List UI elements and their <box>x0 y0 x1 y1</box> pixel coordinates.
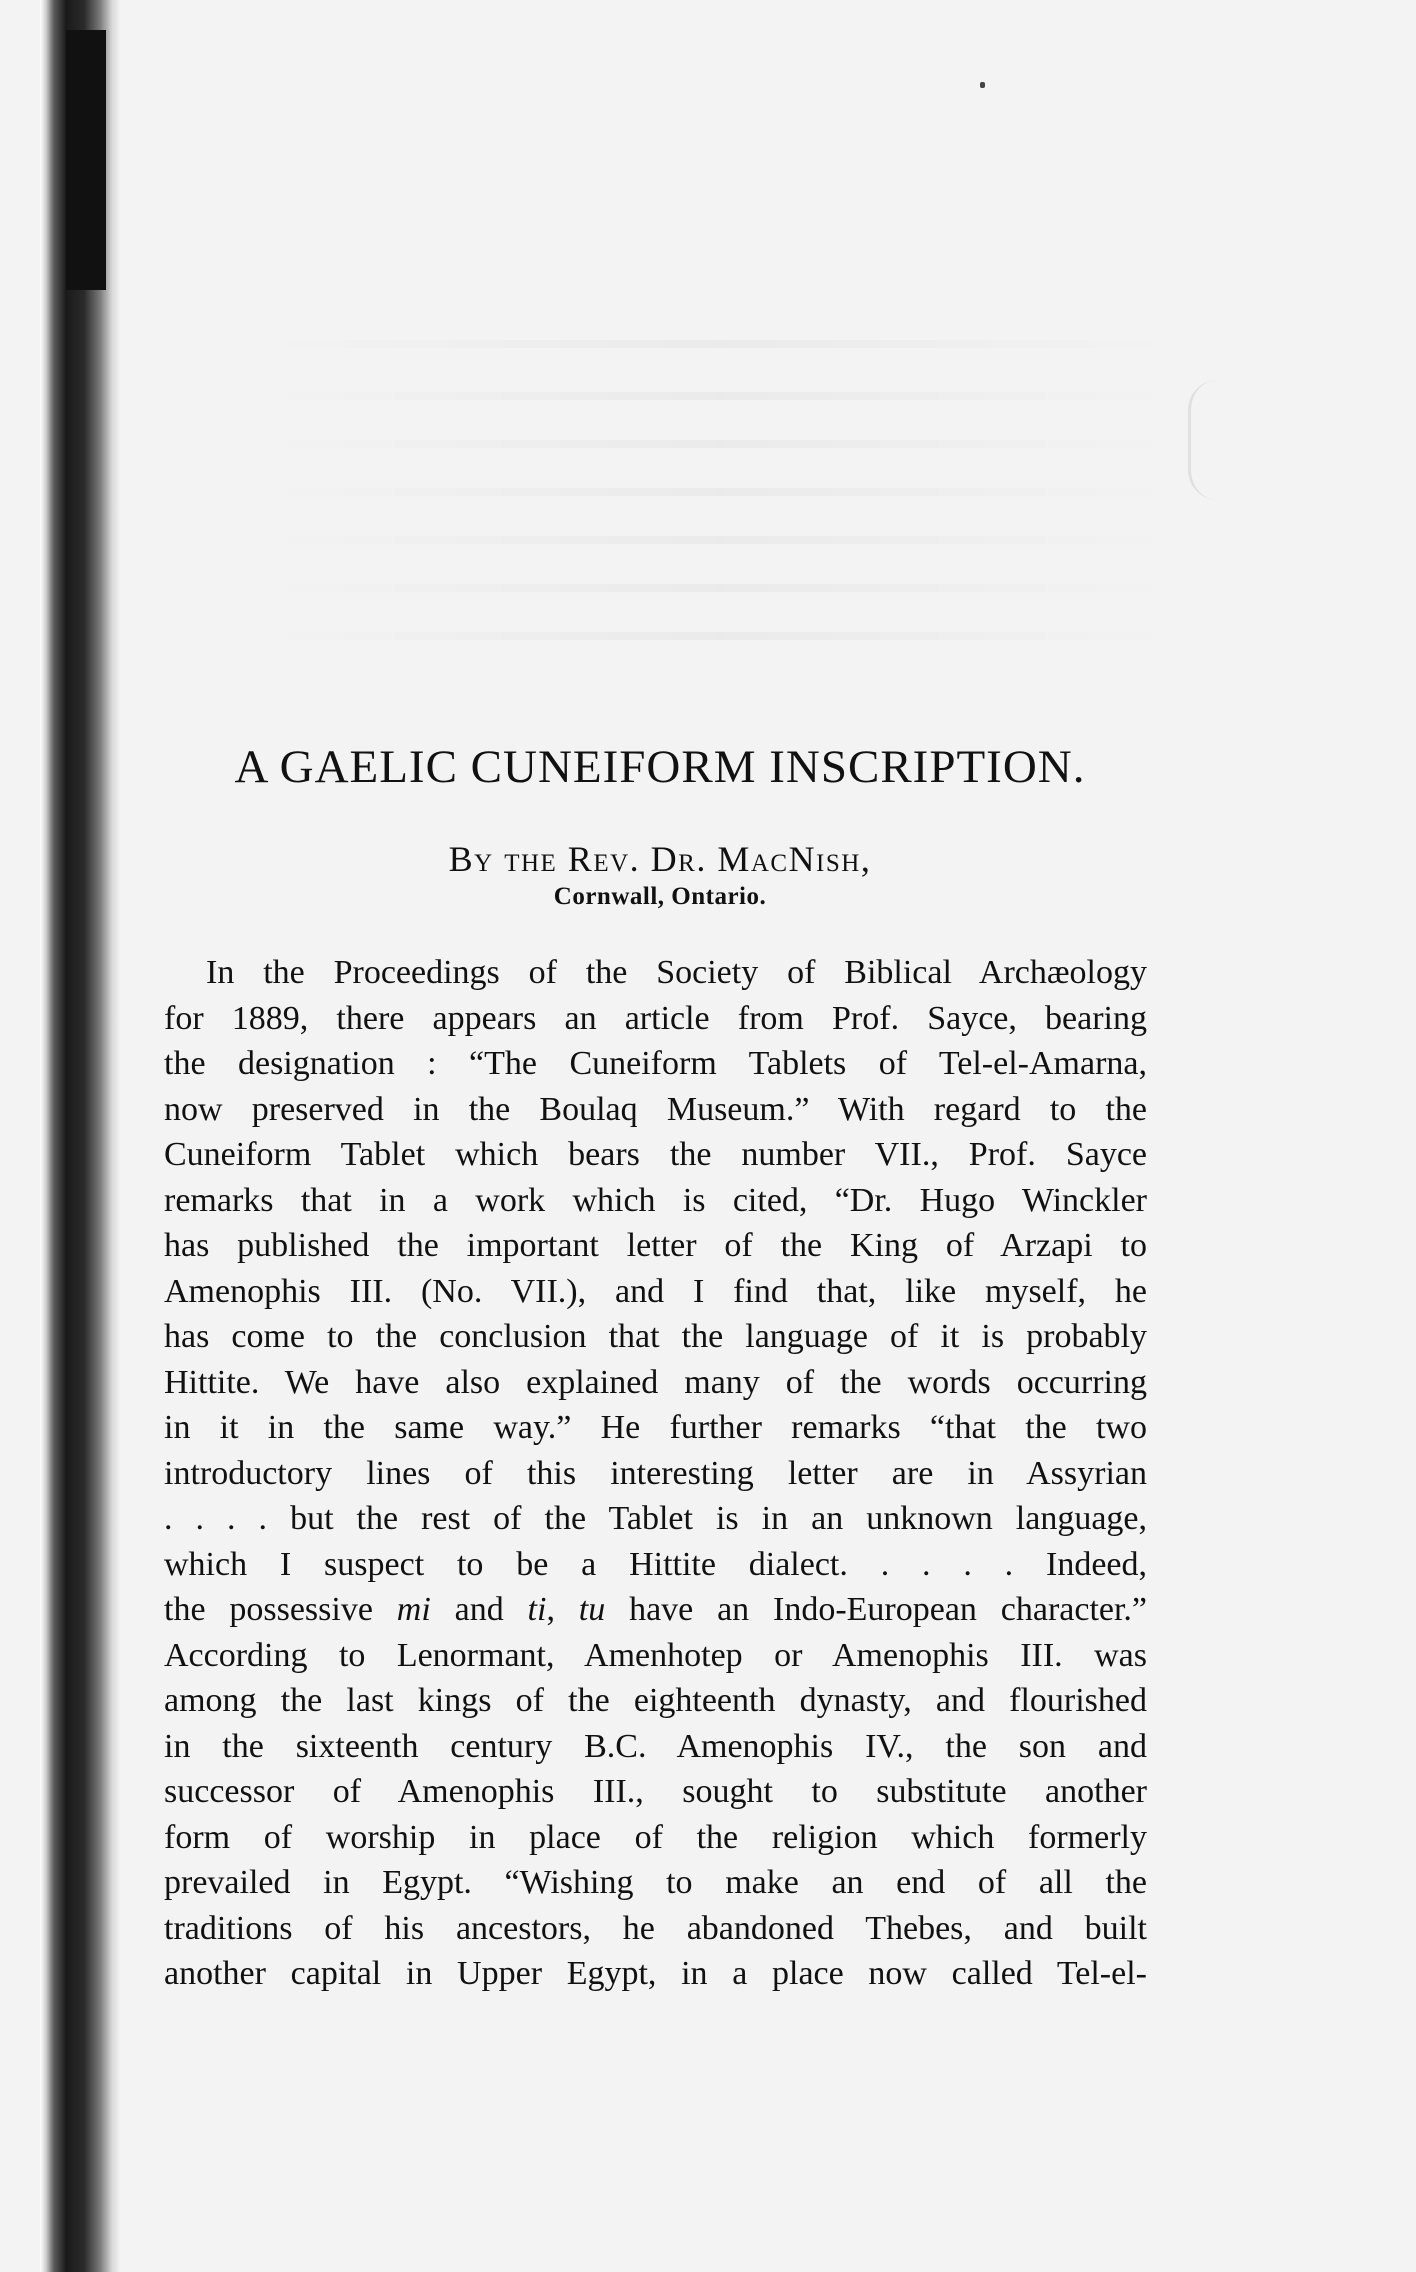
body-line: has come to the conclusion that the language of it is probably <box>164 1318 1147 1355</box>
body-line: form of worship in place of the religion which formerly <box>164 1818 1147 1856</box>
body-line: in the sixteenth century B.C. Amenophis IV., the son and <box>164 1727 1147 1765</box>
bleed-through-line <box>260 440 1180 448</box>
bleed-through-line <box>260 340 1180 348</box>
body-line: now preserved in the Boulaq Museum.” With regard to the <box>164 1090 1147 1128</box>
book-spine-dark-edge <box>66 30 106 290</box>
body-line: for 1889, there appears an article from Prof. Sayce, bearing <box>164 999 1147 1037</box>
body-line: In the Proceedings of the Society of Biblical Archæology <box>206 954 1147 991</box>
body-line: which I suspect to be a Hittite dialect. . . . . Indeed, <box>164 1545 1147 1583</box>
article-title: A GAELIC CUNEIFORM INSCRIPTION. <box>234 741 1086 793</box>
body-line: According to Lenormant, Amenhotep or Amenophis III. was <box>164 1636 1147 1674</box>
bleed-through-line <box>260 632 1180 640</box>
body-line: the possessive mi and ti, tu have an Indo-European character.” <box>164 1591 1148 1628</box>
body-line: introductory lines of this interesting letter are in Assyrian <box>164 1454 1147 1492</box>
author-location: Cornwall, Ontario. <box>553 883 767 910</box>
body-line: . . . . but the rest of the Tablet is in an unknown language, <box>164 1500 1147 1537</box>
speck <box>980 82 985 88</box>
body-line: in it in the same way.” He further remarks “that the two <box>164 1409 1147 1446</box>
body-line: Hittite. We have also explained many of the words occurring <box>164 1363 1147 1401</box>
body-line: Cuneiform Tablet which bears the number VII., Prof. Sayce <box>164 1136 1147 1173</box>
page-bleed-mark <box>1188 380 1221 500</box>
bleed-through-line <box>260 536 1180 544</box>
body-line: successor of Amenophis III., sought to substitute another <box>164 1773 1147 1810</box>
bleed-through-line <box>260 488 1180 496</box>
author-byline: By the Rev. Dr. MacNish, <box>448 839 872 879</box>
bleed-through-line <box>260 584 1180 592</box>
body-line: prevailed in Egypt. “Wishing to make an end of all the <box>164 1864 1147 1901</box>
article-body <box>164 950 1147 1997</box>
body-line: Amenophis III. (No. VII.), and I find that, like myself, he <box>164 1272 1147 1310</box>
body-line: another capital in Upper Egypt, in a place now called Tel-el- <box>164 1955 1147 1992</box>
body-line: traditions of his ancestors, he abandoned Thebes, and built <box>164 1909 1147 1947</box>
body-line: remarks that in a work which is cited, “Dr. Hugo Winckler <box>164 1181 1147 1219</box>
body-line: among the last kings of the eighteenth dynasty, and flourished <box>164 1682 1147 1719</box>
body-line: the designation : “The Cuneiform Tablets of Tel-el-Amarna, <box>164 1045 1147 1082</box>
book-spine-shadow <box>40 0 120 2272</box>
bleed-through-line <box>260 392 1180 400</box>
body-line: has published the important letter of the King of Arzapi to <box>164 1227 1147 1264</box>
